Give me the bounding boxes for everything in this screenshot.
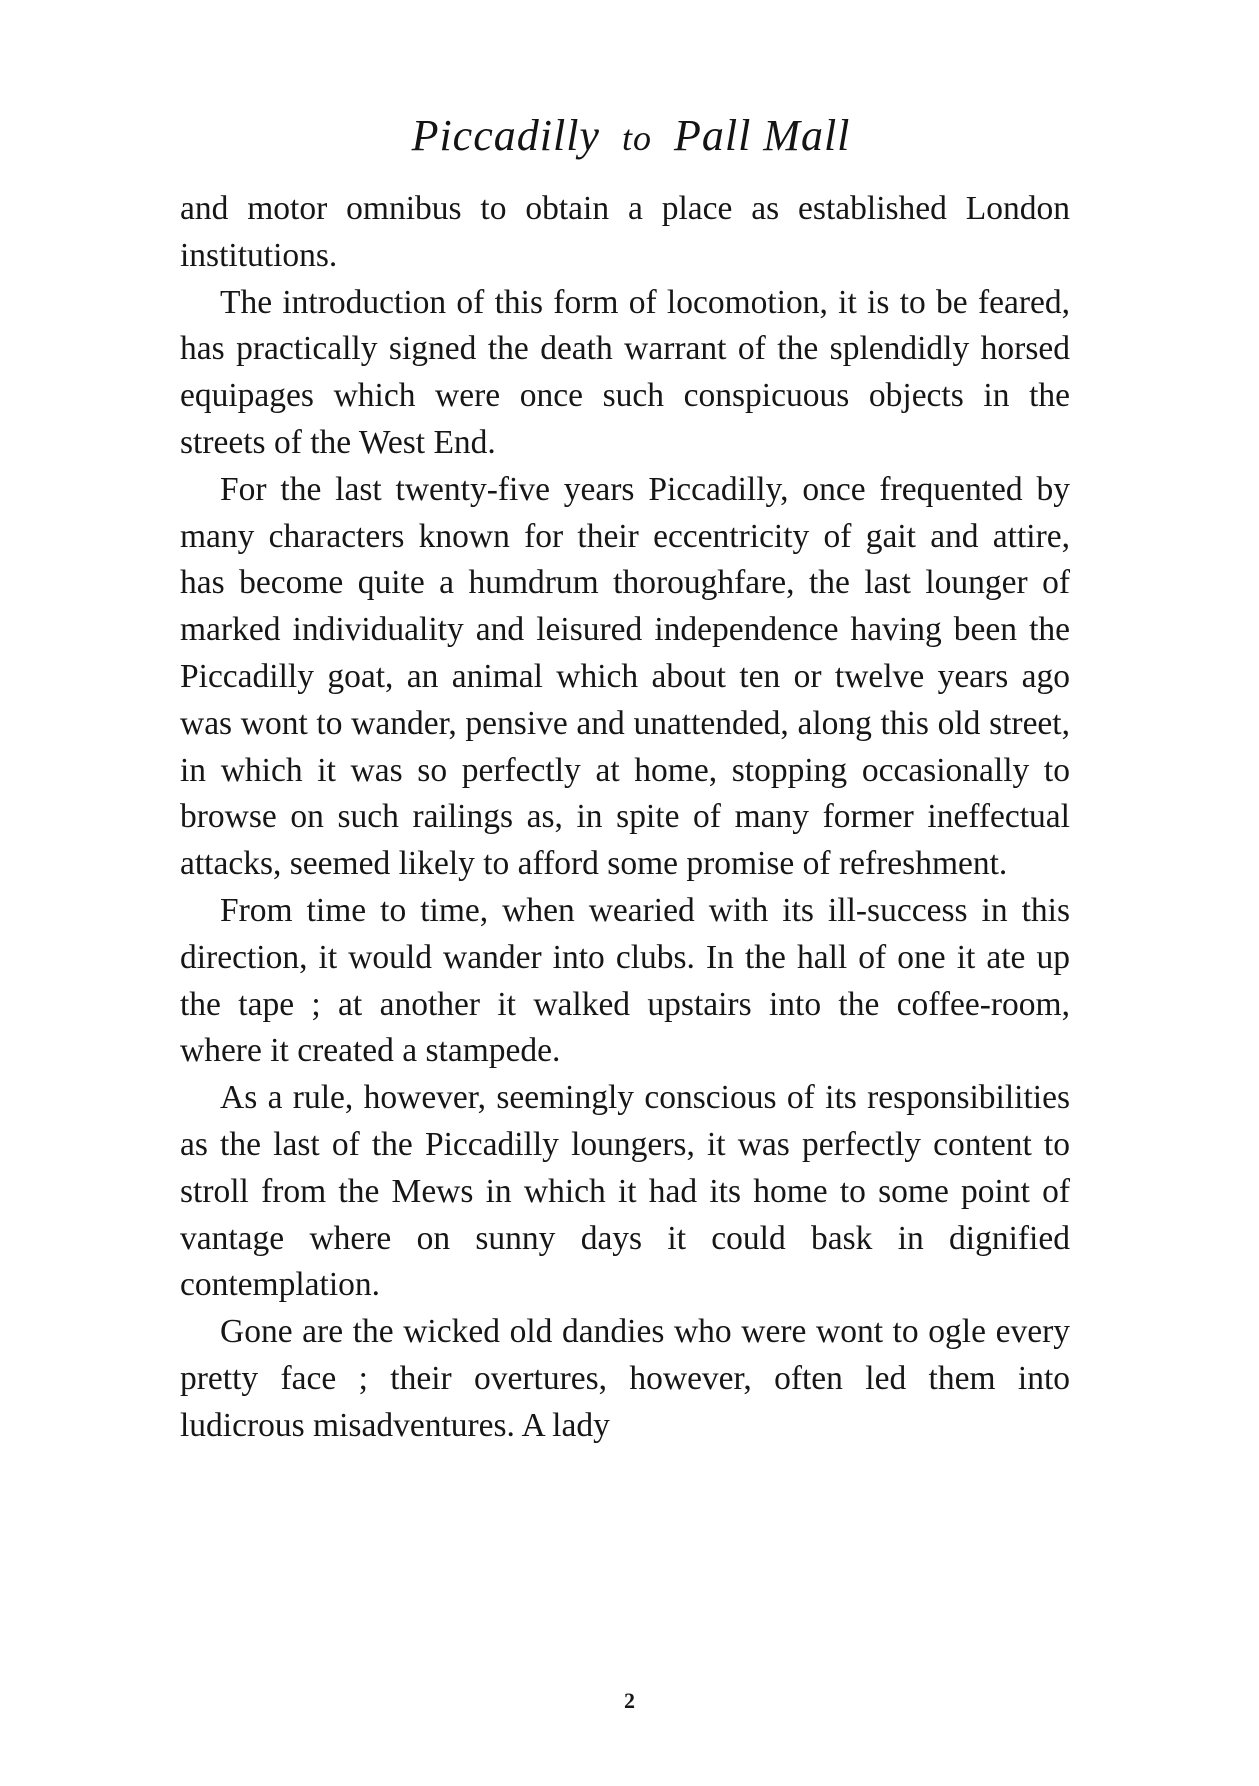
paragraph-dandies: Gone are the wicked old dandies who were wont to ogle every pretty face ; their overtures, however, often led them into ludicrous misadventures. A lady <box>180 1313 1070 1444</box>
paragraph-locomotion: The introduction of this form of locomotion, it is to be feared, has practically signed the death warrant of the splendidly horsed equipages which were once such conspicuous objects in the streets of the West End. <box>180 283 1070 461</box>
running-head-left: Piccadilly <box>411 111 600 160</box>
running-head <box>186 108 1076 166</box>
body-text <box>180 186 1070 1450</box>
paragraph-loungers: As a rule, however, seemingly conscious of its responsibilities as the last of the Piccadilly loungers, it was perfectly content to stroll from the Mews in which it had its home to some point of vantage where on sunny days it could bask in dignified contemplation. <box>180 1079 1070 1304</box>
running-head-right: Pall Mall <box>673 111 851 160</box>
paragraph-continuation: and motor omnibus to obtain a place as established London institutions. <box>180 190 1070 274</box>
running-head-middle: to <box>621 118 652 158</box>
paragraph-piccadilly-goat: For the last twenty-five years Piccadilly, once frequented by many characters known for their eccentricity of gait and attire, has become quite a humdrum thoroughfare, the last lounger of marked individuality and leisured independence having been the Piccadilly goat, an animal which about ten or twelve years ago was wont to wander, pensive and unattended, along this old street, in which it was so perfectly at home, stopping occasionally to browse on such railings as, in spite of many former ineffectual attacks, seemed likely to afford some promise of refreshment. <box>180 470 1070 883</box>
paragraph-clubs: From time to time, when wearied with its ill-success in this direction, it would wander into clubs. In the hall of one it ate up the tape ; at another it walked upstairs into the coffee-room, where it created a stampede. <box>180 891 1070 1070</box>
page-number: 2 <box>624 1688 635 1713</box>
